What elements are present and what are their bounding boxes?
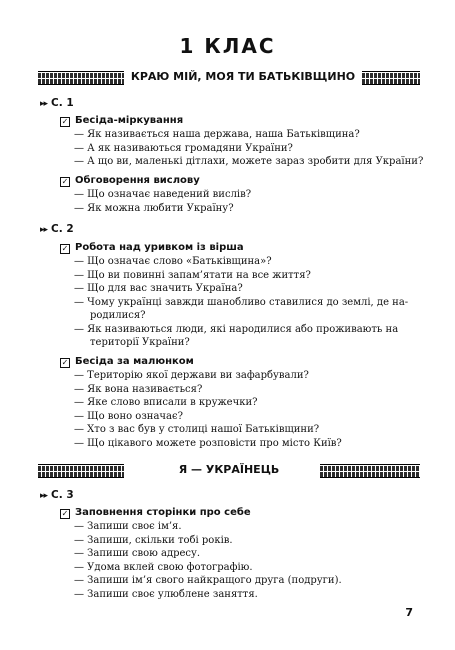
lesson-label: С. 3	[51, 489, 74, 501]
question: — А як називаються громадяни України?	[74, 142, 293, 154]
question: — Хто з вас був у столиці нашої Батьківщини?	[74, 424, 320, 435]
double-arrow-icon: ▸▸	[40, 491, 48, 501]
ornament-left	[38, 464, 124, 478]
double-arrow-icon: ▸▸	[40, 225, 48, 235]
question-continuation: родилися?	[90, 310, 146, 321]
double-arrow-icon: ▸▸	[40, 99, 48, 109]
lesson-label: С. 1	[51, 97, 74, 109]
question: — А що ви, маленькі дітлахи, можете зараз зробити для України?	[74, 156, 424, 167]
activity-title: Бесіда-міркування	[75, 115, 184, 126]
question: — Територію якої держави ви зафарбували?	[74, 370, 309, 381]
ornament-right	[320, 464, 420, 478]
page-title: 1 КЛАС	[179, 34, 276, 58]
task-item: — Удома вклей свою фотографію.	[74, 561, 253, 573]
lesson-label: С. 2	[51, 223, 74, 235]
task-item: — Запиши своє ім’я.	[74, 521, 182, 532]
activity-title: Робота над уривком із вірша	[75, 242, 244, 253]
checkbox-icon: ✓	[61, 177, 69, 186]
question: — Що воно означає?	[74, 410, 183, 422]
activity-heading	[60, 355, 194, 369]
ornament-left	[38, 71, 124, 85]
ornament-right	[362, 71, 420, 85]
question: — Чому українці завжди шанобливо ставилися до землі, де на-	[74, 296, 409, 308]
question: — Яке слово вписали в кружечки?	[74, 397, 258, 408]
section-banner-2	[38, 461, 420, 479]
task-item: — Запиши, скільки тобі років.	[74, 534, 233, 546]
question-continuation: території України?	[90, 337, 190, 348]
task-item: — Запиши свою адресу.	[74, 548, 201, 559]
question: — Що цікавого можете розповісти про місто Київ?	[74, 437, 342, 449]
lesson-heading-2	[40, 222, 74, 237]
question: — Що означає слово «Батьківщина»?	[74, 256, 272, 267]
task-item: — Запиши своє улюблене заняття.	[74, 588, 258, 600]
banner-title-1: КРАЮ МІЙ, МОЯ ТИ БАТЬКІВЩИНО	[130, 70, 356, 83]
activity-heading	[60, 174, 200, 188]
section-banner-1	[38, 68, 420, 86]
activity-heading	[60, 114, 183, 128]
activity-title: Заповнення сторінки про себе	[75, 507, 251, 518]
question: — Що для вас значить Україна?	[74, 283, 243, 294]
activity-heading	[60, 506, 251, 520]
question: — Як називається наша держава, наша Батьківщина?	[74, 129, 360, 140]
lesson-heading-3	[40, 488, 74, 503]
lesson-heading-1	[40, 96, 74, 111]
question: — Як вона називається?	[74, 383, 203, 395]
checkbox-icon: ✓	[61, 244, 69, 253]
page-number: 7	[405, 606, 413, 619]
question: — Як можна любити Україну?	[74, 202, 234, 214]
task-item: — Запиши ім’я свого найкращого друга (подруги).	[74, 575, 342, 586]
checkbox-icon: ✓	[61, 117, 69, 126]
activity-title: Обговорення вислову	[75, 175, 200, 186]
checkbox-icon: ✓	[61, 358, 69, 367]
question: — Що означає наведений вислів?	[74, 189, 252, 200]
question: — Як називаються люди, які народилися або проживають на	[74, 323, 399, 335]
activity-heading	[60, 241, 244, 255]
activity-title: Бесіда за малюнком	[75, 356, 194, 367]
question: — Що ви повинні запам’ятати на все життя?	[74, 269, 311, 281]
checkbox-icon: ✓	[61, 509, 69, 518]
banner-title-2: Я — УКРАЇНЕЦЬ	[178, 463, 280, 476]
